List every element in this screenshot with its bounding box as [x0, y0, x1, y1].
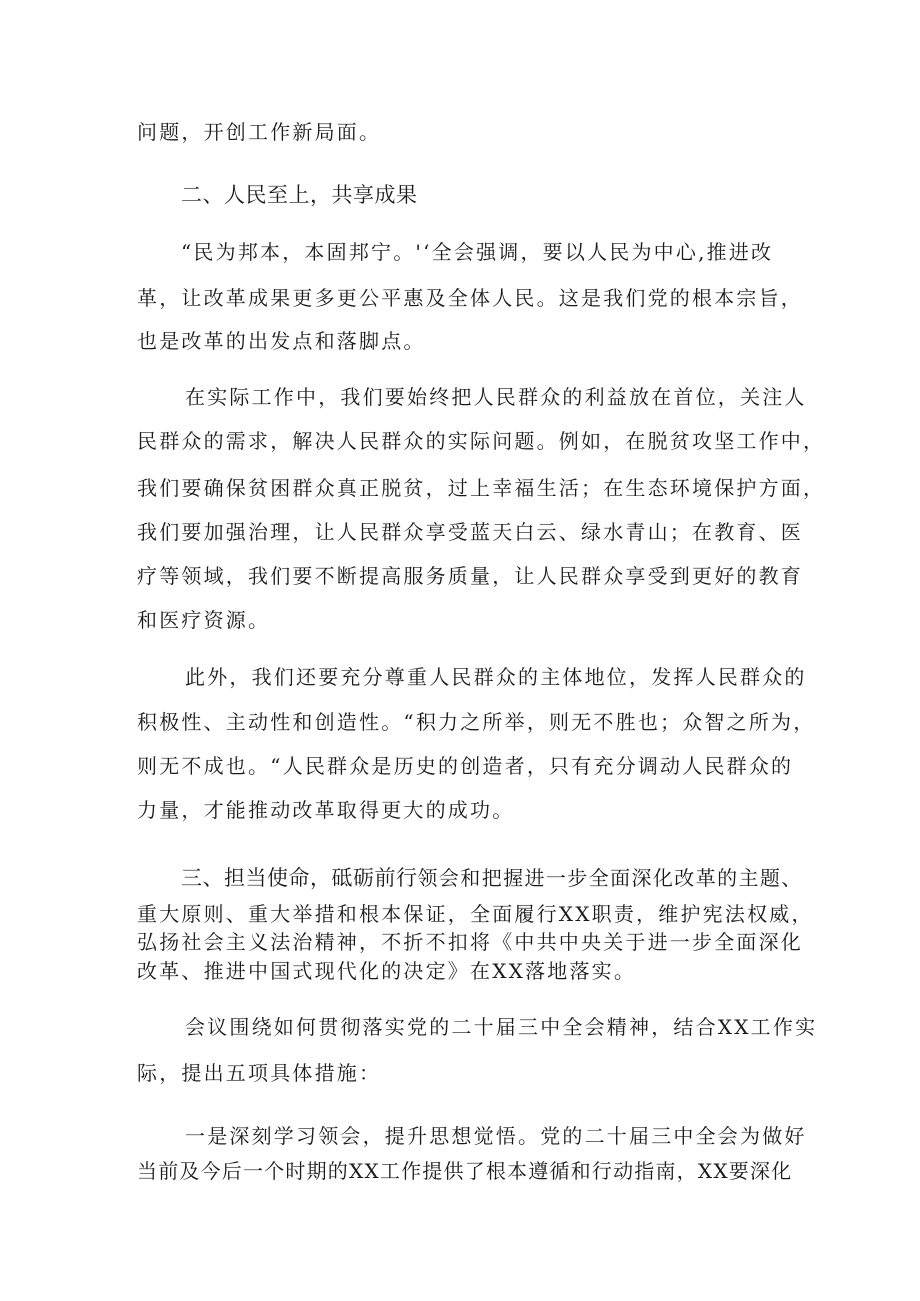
paragraph-line: 疗等领域，我们要不断提高服务质量，让人民群众享受到更好的教育 [137, 564, 803, 588]
paragraph-line: 和医疗资源。 [137, 608, 271, 632]
paragraph-line: 弘扬社会主义法治精神，不折不扣将《中共中央关于进一步全面深化 [137, 930, 803, 954]
paragraph-line: “民为邦本，本固邦宁。'‘全会强调，要以人民为中心,推进改 [181, 240, 774, 264]
paragraph-line: 重大原则、重大举措和根本保证，全面履行XX职责，维护宪法权威， [137, 902, 814, 926]
paragraph-line: 力量，才能推动改革取得更大的成功。 [137, 798, 515, 822]
paragraph-line: 我们要加强治理，让人民群众享受蓝天白云、绿水青山；在教育、医 [137, 520, 803, 544]
paragraph-line: 一是深刻学习领会，提升思想觉悟。党的二十届三中全会为做好 [185, 1124, 807, 1148]
paragraph-line: 改革、推进中国式现代化的决定》在XX落地落实。 [137, 959, 637, 983]
paragraph-line: 际，提出五项具体措施： [137, 1061, 382, 1085]
paragraph-line: 革，让改革成果更多更公平惠及全体人民。这是我们党的根本宗旨， [137, 286, 803, 310]
paragraph-line: 我们要确保贫困群众真正脱贫，过上幸福生活；在生态环境保护方面， [137, 476, 826, 500]
paragraph-line: 积极性、主动性和创造性。“积力之所举，则无不胜也；众智之所为， [137, 710, 816, 734]
paragraph-text: 领会和把握进一步全面深化改革的主题、 [417, 866, 803, 890]
paragraph-line: 问题，开创工作新局面。 [137, 120, 382, 144]
paragraph-line [181, 865, 801, 891]
paragraph-line: 此外，我们还要充分尊重人民群众的主体地位，发挥人民群众的 [185, 665, 807, 689]
paragraph-line: 也是改革的出发点和落脚点。 [137, 329, 426, 353]
paragraph-line: 当前及今后一个时期的XX工作提供了根本遵循和行动指南，XX要深化 [137, 1159, 793, 1183]
paragraph-line: 在实际工作中，我们要始终把人民群众的利益放在首位，关注人 [185, 385, 807, 409]
section-heading-3: 三、担当使命，砥砺前行 [181, 866, 418, 890]
paragraph-line: 则无不成也。“人民群众是历史的创造者，只有充分调动人民群众的 [137, 754, 794, 778]
paragraph-line: 会议围绕如何贯彻落实党的二十届三中全会精神，结合XX工作实 [185, 1015, 818, 1039]
section-heading-2: 二、人民至上，共享成果 [181, 183, 418, 207]
paragraph-line: 民群众的需求，解决人民群众的实际问题。例如，在脱贫攻坚工作中， [137, 429, 826, 453]
